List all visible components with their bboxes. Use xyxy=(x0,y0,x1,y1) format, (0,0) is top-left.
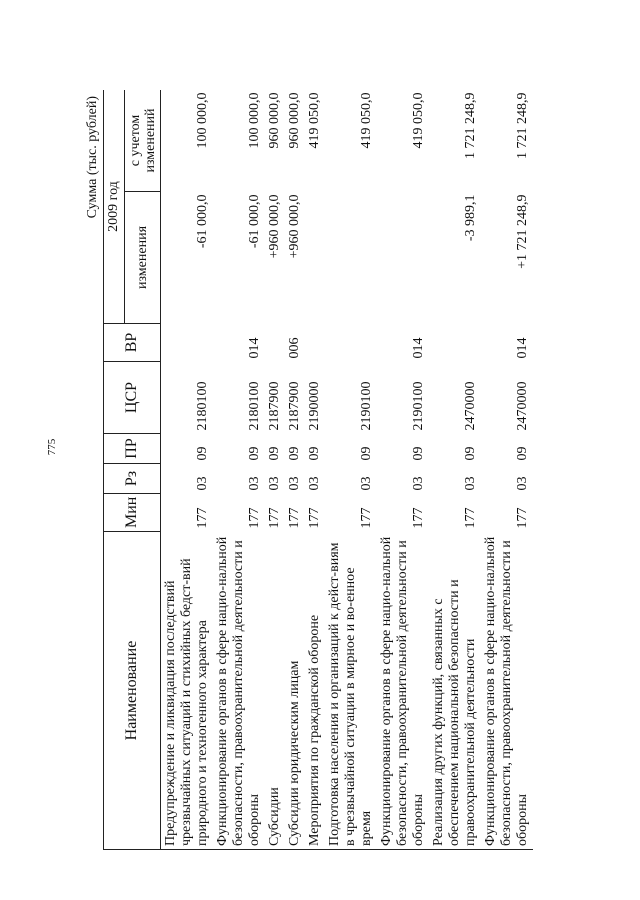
cell-change xyxy=(305,192,325,324)
cell-change: -3 989,1 xyxy=(463,194,478,242)
cell-change: +960 000,0 xyxy=(267,194,282,259)
cell-vr xyxy=(325,324,377,362)
cell-pr: 09 xyxy=(307,446,322,461)
cell-total: 100 000,0 xyxy=(195,92,210,149)
table-row xyxy=(481,90,533,850)
cell-change xyxy=(377,192,429,324)
header-changes: изменения xyxy=(125,192,161,324)
cell-name: Функционирование органов в сфере нацио-нальной безопасности, правоохранительной деятельности и обороны xyxy=(377,532,429,850)
cell-csr: 2187900 xyxy=(287,381,302,431)
cell-vr: 014 xyxy=(411,337,426,359)
header-rz: Рз xyxy=(104,464,161,494)
cell-change: +1 721 248,9 xyxy=(515,194,530,269)
cell-vr: 006 xyxy=(287,337,302,359)
cell-rz: 03 xyxy=(463,476,478,491)
cell-csr: 2190100 xyxy=(411,381,426,431)
cell-min: 177 xyxy=(247,507,262,529)
cell-name: Реализация других функций, связанных с обеспечением национальной безопасности и правоохранительной деятельности xyxy=(429,532,481,850)
cell-rz: 03 xyxy=(411,476,426,491)
cell-min: 177 xyxy=(307,507,322,529)
header-csr: ЦСР xyxy=(104,362,161,434)
cell-change: -61 000,0 xyxy=(247,194,262,249)
cell-name: Субсидии юридическим лицам xyxy=(285,532,305,850)
cell-min: 177 xyxy=(195,507,210,529)
cell-vr: 014 xyxy=(515,337,530,359)
cell-vr xyxy=(305,324,325,362)
cell-total: 100 000,0 xyxy=(247,92,262,149)
cell-name: Предупреждение и ликвидация последствий чрезвычайных ситуаций и стихийных бедст-вий природного и техногенного характера xyxy=(161,532,214,850)
header-year: 2009 год xyxy=(104,90,125,324)
cell-name: Функционирование органов в сфере нацио-нальной безопасности, правоохранительной деятельности и обороны xyxy=(213,532,265,850)
cell-name: Подготовка населения и организаций к дейст-виям в чрезвычайной ситуации в мирное и во-енное время xyxy=(325,532,377,850)
table-row xyxy=(305,90,325,850)
cell-vr xyxy=(429,324,481,362)
header-min: Мин xyxy=(104,494,161,532)
table-row xyxy=(377,90,429,850)
cell-total: 960 000,0 xyxy=(287,92,302,149)
table-row xyxy=(213,90,265,850)
cell-pr: 09 xyxy=(515,446,530,461)
cell-min: 177 xyxy=(411,507,426,529)
table-row xyxy=(325,90,377,850)
cell-rz: 03 xyxy=(195,476,210,491)
rotated-page-content xyxy=(85,90,555,850)
cell-vr: 014 xyxy=(247,337,262,359)
cell-total: 1 721 248,9 xyxy=(515,92,530,159)
cell-csr: 2180100 xyxy=(195,381,210,431)
cell-name: Субсидии xyxy=(265,532,285,850)
cell-pr: 09 xyxy=(247,446,262,461)
header-row-1 xyxy=(104,90,125,850)
cell-pr: 09 xyxy=(463,446,478,461)
cell-rz: 03 xyxy=(307,476,322,491)
cell-pr: 09 xyxy=(411,446,426,461)
cell-pr: 09 xyxy=(287,446,302,461)
cell-total: 419 050,0 xyxy=(307,92,322,149)
table-row xyxy=(265,90,285,850)
table-body xyxy=(161,90,534,850)
cell-vr xyxy=(161,324,214,362)
cell-name: Функционирование органов в сфере нацио-нальной безопасности, правоохранительной деятельности и обороны xyxy=(481,532,533,850)
cell-change: -61 000,0 xyxy=(195,194,210,249)
cell-rz: 03 xyxy=(247,476,262,491)
cell-change xyxy=(325,192,377,324)
cell-csr: 2187900 xyxy=(267,381,282,431)
cell-rz: 03 xyxy=(287,476,302,491)
cell-rz: 03 xyxy=(515,476,530,491)
cell-vr xyxy=(265,324,285,362)
cell-name: Мероприятия по гражданской обороне xyxy=(305,532,325,850)
table-row xyxy=(161,90,214,850)
cell-rz: 03 xyxy=(267,476,282,491)
cell-total: 1 721 248,9 xyxy=(463,92,478,159)
budget-table-region xyxy=(85,90,555,850)
header-with-changes: с учетом изменений xyxy=(125,90,161,192)
cell-csr: 2190000 xyxy=(307,381,322,431)
budget-table xyxy=(103,90,533,850)
cell-csr: 2180100 xyxy=(247,381,262,431)
cell-total: 960 000,0 xyxy=(267,92,282,149)
page-number: 775 xyxy=(46,438,58,456)
cell-min: 177 xyxy=(287,507,302,529)
table-row xyxy=(285,90,305,850)
header-name: Наименование xyxy=(104,532,161,850)
cell-change: +960 000,0 xyxy=(287,194,302,259)
units-label: Сумма (тыс. рублей) xyxy=(85,96,100,219)
cell-min: 177 xyxy=(359,507,374,529)
cell-pr: 09 xyxy=(195,446,210,461)
cell-total: 419 050,0 xyxy=(411,92,426,149)
header-vr: ВР xyxy=(104,324,161,362)
cell-min: 177 xyxy=(463,507,478,529)
cell-csr: 2470000 xyxy=(515,381,530,431)
cell-min: 177 xyxy=(515,507,530,529)
cell-pr: 09 xyxy=(267,446,282,461)
cell-pr: 09 xyxy=(359,446,374,461)
header-pr: ПР xyxy=(104,434,161,464)
cell-min: 177 xyxy=(267,507,282,529)
table-row xyxy=(429,90,481,850)
cell-csr: 2190100 xyxy=(359,381,374,431)
cell-csr: 2470000 xyxy=(463,381,478,431)
cell-rz: 03 xyxy=(359,476,374,491)
cell-total: 419 050,0 xyxy=(359,92,374,149)
